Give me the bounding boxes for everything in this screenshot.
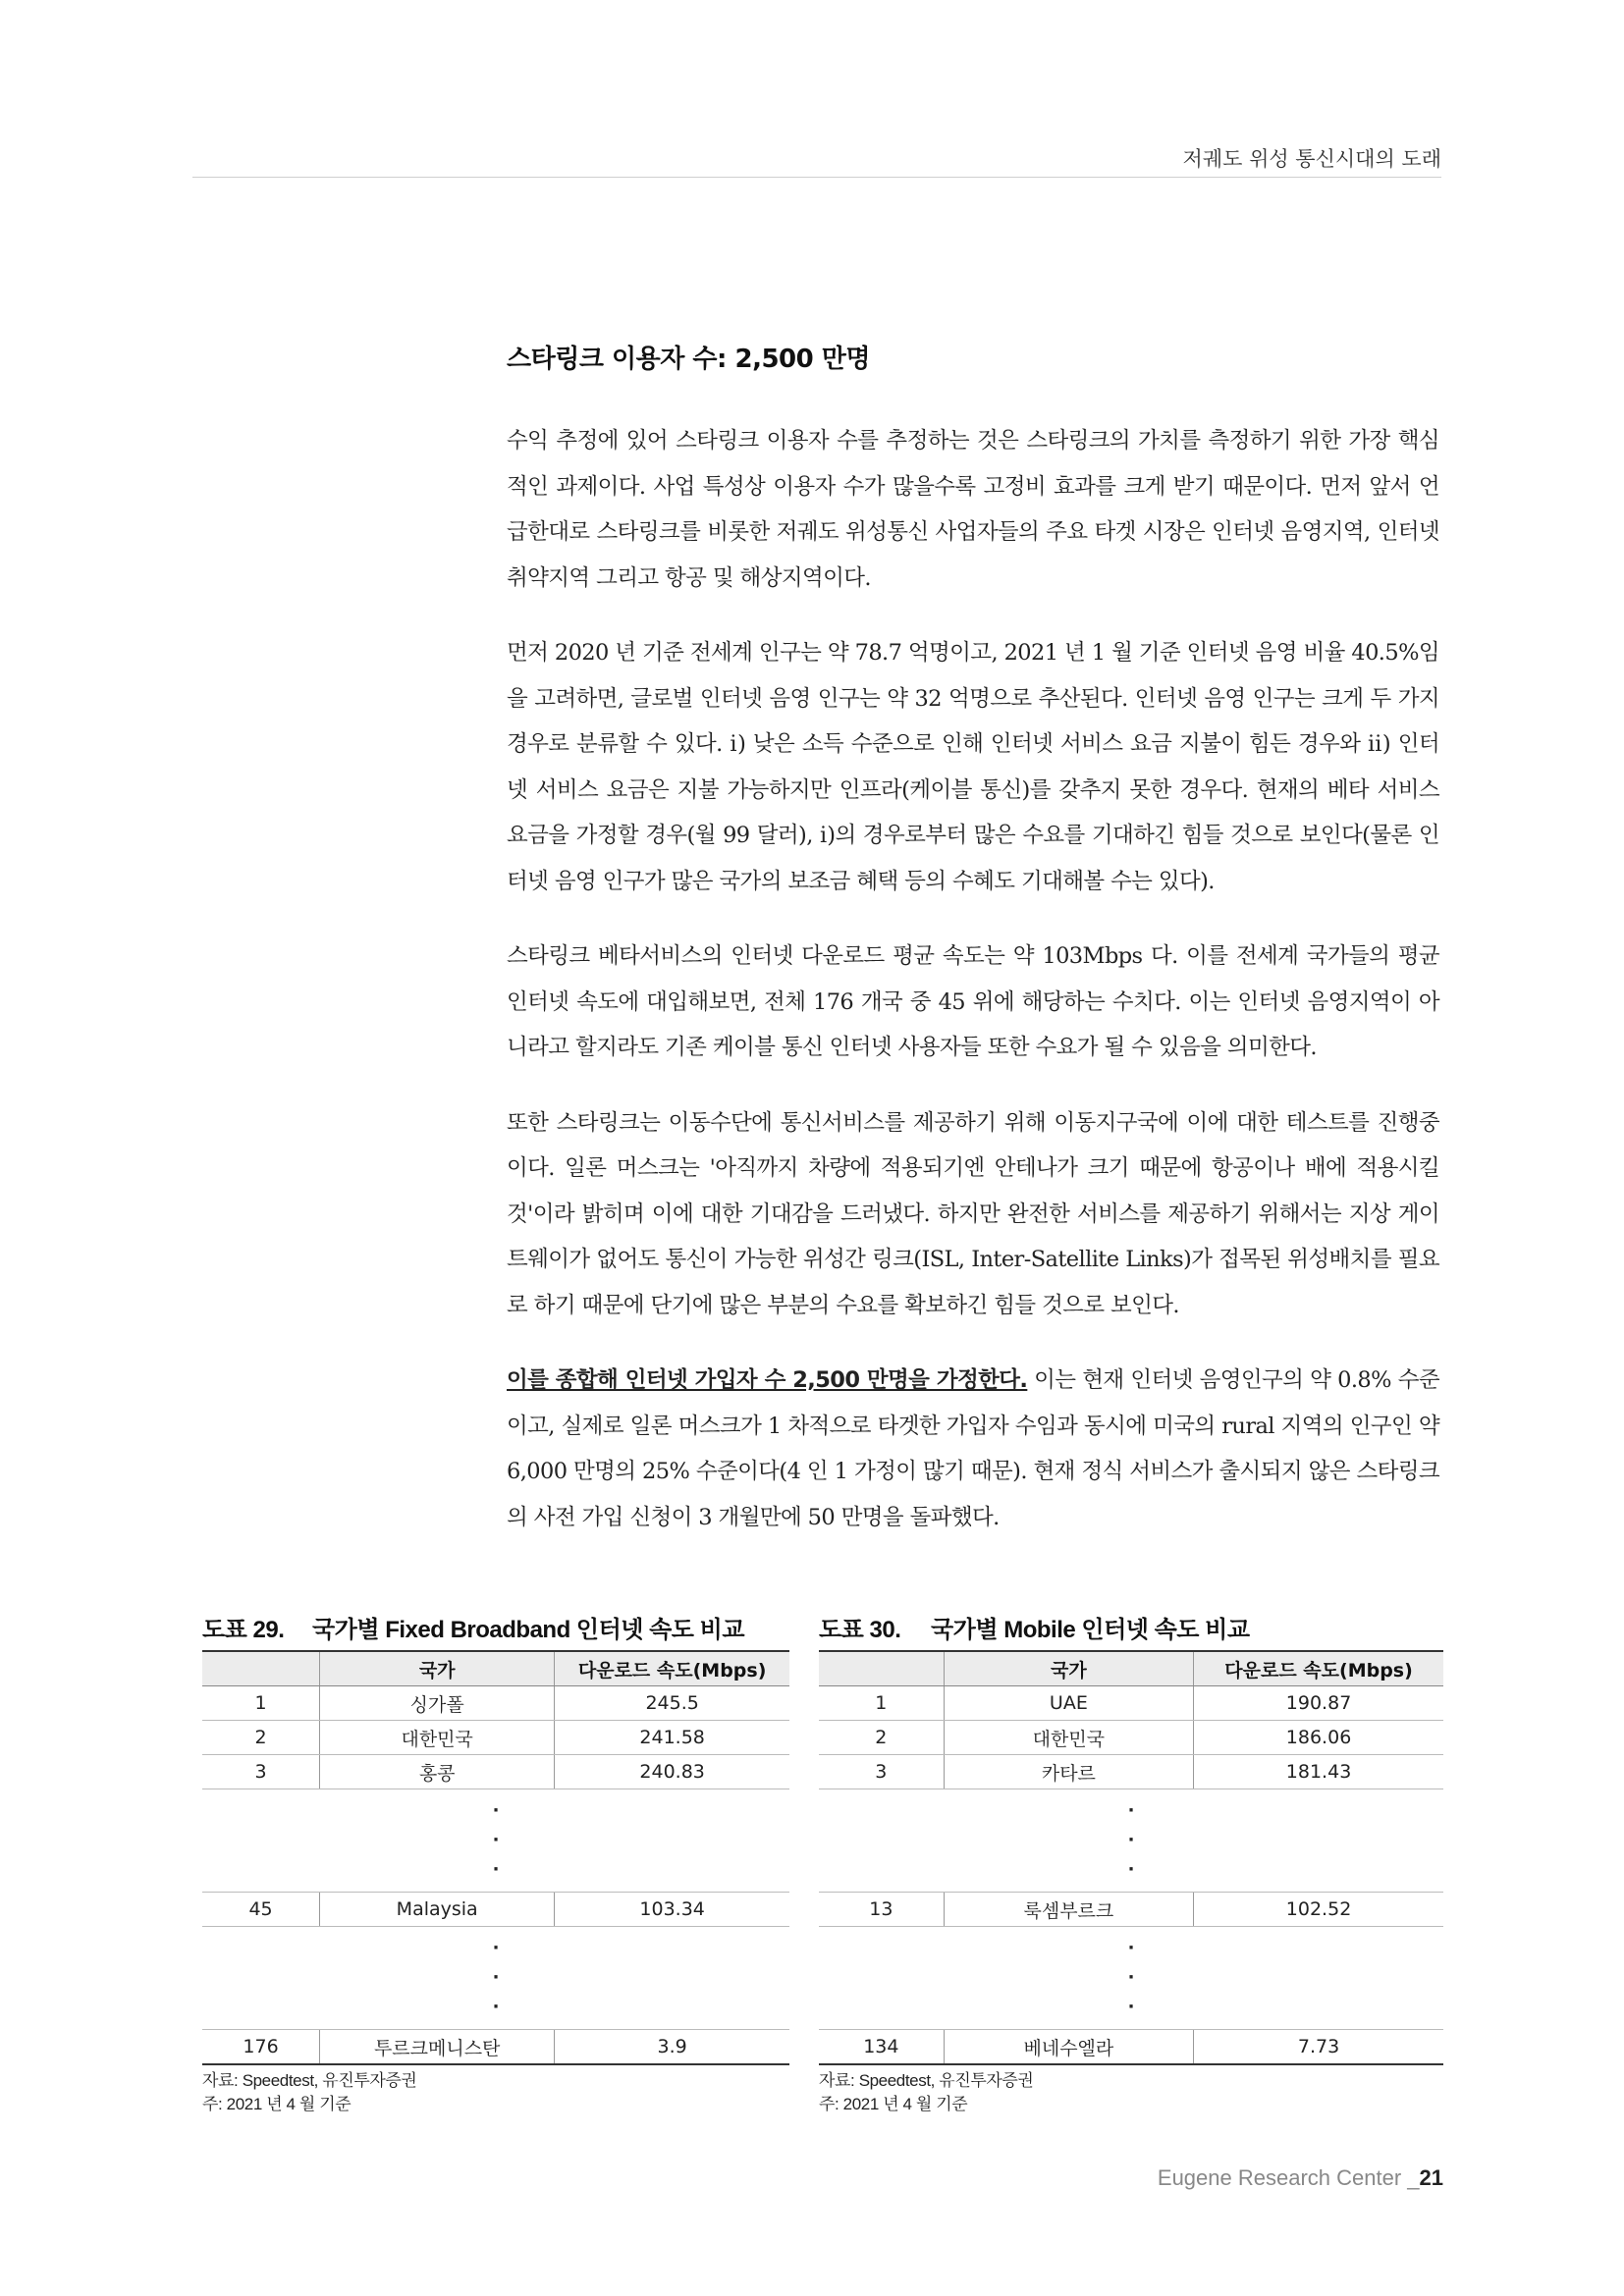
emphasis-text: 이를 종합해 인터넷 가입자 수 2,500 만명을 가정한다. [507, 1367, 1028, 1393]
country-cell: UAE [944, 1686, 1193, 1721]
table-notes [819, 2065, 1443, 2116]
vertical-ellipsis: · · · [1127, 1938, 1135, 2017]
speed-cell: 190.87 [1194, 1686, 1443, 1721]
country-cell: 싱가폴 [320, 1686, 555, 1721]
country-cell: 대한민국 [944, 1721, 1193, 1755]
table-row [819, 1893, 1443, 1927]
rank-cell: 3 [202, 1755, 320, 1789]
ellipsis-cell [819, 1789, 1443, 1893]
rank-cell: 3 [819, 1755, 944, 1789]
paragraph-5-rest: 이는 현재 인터넷 음영인구의 약 0.8% 수준이고, 실제로 일론 머스크가 1 차적으로 타겟한 가입자 수임과 동시에 미국의 rural 지역의 인구인 약 6,000 만명의 25% 수준이다(4 인 1 가정이 많기 때문). 현재 정식 서비스가 출시되지 않은 스타링크의 사전 가입 신청이 3 개월만에 50 만명을 돌파했다. [507, 1367, 1439, 1530]
table-notes [202, 2065, 789, 2116]
country-cell: 홍콩 [320, 1755, 555, 1789]
speed-cell: 186.06 [1194, 1721, 1443, 1755]
rank-cell: 1 [819, 1686, 944, 1721]
running-header: 저궤도 위성 통신시대의 도래 [1182, 147, 1441, 171]
footer-text: Eugene Research Center _ [1157, 2165, 1420, 2190]
country-cell: 카타르 [944, 1755, 1193, 1789]
table-title: 국가별 Mobile 인터넷 속도 비교 [931, 1617, 1250, 1643]
table-row [202, 1721, 789, 1755]
speed-cell: 3.9 [555, 2030, 789, 2065]
data-table [819, 1650, 1443, 2065]
body-text [507, 418, 1439, 1570]
section-title: 스타링크 이용자 수: 2,500 만명 [507, 345, 871, 374]
header-rank [819, 1651, 944, 1686]
table-row [202, 2030, 789, 2065]
speed-cell: 103.34 [555, 1893, 789, 1927]
ellipsis-cell [202, 1789, 789, 1893]
rank-cell: 134 [819, 2030, 944, 2065]
speed-cell: 102.52 [1194, 1893, 1443, 1927]
table-row [819, 1755, 1443, 1789]
paragraph-2: 먼저 2020 년 기준 전세계 인구는 약 78.7 억명이고, 2021 년 1 월 기준 인터넷 음영 비율 40.5%임을 고려하면, 글로벌 인터넷 음영 인구는 약 32 억명으로 추산된다. 인터넷 음영 인구는 크게 두 가지 경우로 분류할 수 있다. ⅰ) 낮은 소득 수준으로 인해 인터넷 서비스 요금 지불이 힘든 경우와 ⅱ) 인터넷 서비스 요금은 지불 가능하지만 인프라(케이블 통신)를 갖추지 못한 경우다. 현재의 베타 서비스 요금을 가정할 경우(월 99 달러), ⅰ)의 경우로부터 많은 수요를 기대하긴 힘들 것으로 보인다(물론 인터넷 음영 인구가 많은 국가의 보조금 혜택 등의 수혜도 기대해볼 수는 있다). [507, 640, 1439, 894]
speed-cell: 241.58 [555, 1721, 789, 1755]
table-row [202, 1893, 789, 1927]
table-heading [202, 1610, 789, 1650]
ellipsis-row [202, 1927, 789, 2030]
table-row [202, 1686, 789, 1721]
table-source: 자료: Speedtest, 유진투자증권 [202, 2071, 417, 2090]
table-row [819, 2030, 1443, 2065]
table-source: 자료: Speedtest, 유진투자증권 [819, 2071, 1034, 2090]
country-cell: 투르크메니스탄 [320, 2030, 555, 2065]
ellipsis-row [202, 1789, 789, 1893]
country-cell: Malaysia [320, 1893, 555, 1927]
rank-cell: 45 [202, 1893, 320, 1927]
table-label: 도표 30. [819, 1617, 901, 1643]
country-cell: 대한민국 [320, 1721, 555, 1755]
header-country: 국가 [944, 1651, 1193, 1686]
vertical-ellipsis: · · · [1127, 1800, 1135, 1880]
rank-cell: 2 [202, 1721, 320, 1755]
vertical-ellipsis: · · · [492, 1800, 500, 1880]
ellipsis-row [819, 1789, 1443, 1893]
paragraph-4: 또한 스타링크는 이동수단에 통신서비스를 제공하기 위해 이동지구국에 이에 대한 테스트를 진행중이다. 일론 머스크는 '아직까지 차량에 적용되기엔 안테나가 크기 때문에 항공이나 배에 적용시킬 것'이라 밝히며 이에 대한 기대감을 드러냈다. 하지만 완전한 서비스를 제공하기 위해서는 지상 게이트웨이가 없어도 통신이 가능한 위성간 링크(ISL, Inter-Satellite Links)가 접목된 위성배치를 필요로 하기 때문에 단기에 많은 부분의 수요를 확보하긴 힘들 것으로 보인다. [507, 1109, 1439, 1318]
rank-cell: 176 [202, 2030, 320, 2065]
country-cell: 룩셈부르크 [944, 1893, 1193, 1927]
table-title: 국가별 Fixed Broadband 인터넷 속도 비교 [312, 1617, 745, 1643]
table-note: 주: 2021 년 4 월 기준 [202, 2095, 352, 2113]
speed-cell: 181.43 [1194, 1755, 1443, 1789]
ellipsis-row [819, 1927, 1443, 2030]
ellipsis-cell [819, 1927, 1443, 2030]
speed-cell: 240.83 [555, 1755, 789, 1789]
table-row [202, 1755, 789, 1789]
header-rank [202, 1651, 320, 1686]
header-speed: 다운로드 속도(Mbps) [1194, 1651, 1443, 1686]
table-note: 주: 2021 년 4 월 기준 [819, 2095, 968, 2113]
rank-cell: 2 [819, 1721, 944, 1755]
table-fixed-broadband [202, 1610, 789, 2116]
vertical-ellipsis: · · · [492, 1938, 500, 2017]
page-footer [1158, 2165, 1443, 2191]
paragraph-5 [507, 1358, 1439, 1540]
page-number: 21 [1419, 2165, 1443, 2190]
table-row [819, 1686, 1443, 1721]
table-heading [819, 1610, 1443, 1650]
header-country: 국가 [320, 1651, 555, 1686]
rank-cell: 13 [819, 1893, 944, 1927]
header-divider [192, 177, 1441, 178]
table-row [819, 1721, 1443, 1755]
speed-cell: 245.5 [555, 1686, 789, 1721]
table-label: 도표 29. [202, 1617, 285, 1643]
rank-cell: 1 [202, 1686, 320, 1721]
ellipsis-cell [202, 1927, 789, 2030]
paragraph-3: 스타링크 베타서비스의 인터넷 다운로드 평균 속도는 약 103Mbps 다. 이를 전세계 국가들의 평균 인터넷 속도에 대입해보면, 전체 176 개국 중 45 위에 해당하는 수치다. 이는 인터넷 음영지역이 아니라고 할지라도 기존 케이블 통신 인터넷 사용자들 또한 수요가 될 수 있음을 의미한다. [507, 943, 1439, 1060]
paragraph-1: 수익 추정에 있어 스타링크 이용자 수를 추정하는 것은 스타링크의 가치를 측정하기 위한 가장 핵심적인 과제이다. 사업 특성상 이용자 수가 많을수록 고정비 효과를 크게 받기 때문이다. 먼저 앞서 언급한대로 스타링크를 비롯한 저궤도 위성통신 사업자들의 주요 타겟 시장은 인터넷 음영지역, 인터넷 취약지역 그리고 항공 및 해상지역이다. [507, 428, 1439, 591]
table-mobile [819, 1610, 1443, 2116]
data-table [202, 1650, 789, 2065]
country-cell: 베네수엘라 [944, 2030, 1193, 2065]
header-speed: 다운로드 속도(Mbps) [555, 1651, 789, 1686]
speed-cell: 7.73 [1194, 2030, 1443, 2065]
